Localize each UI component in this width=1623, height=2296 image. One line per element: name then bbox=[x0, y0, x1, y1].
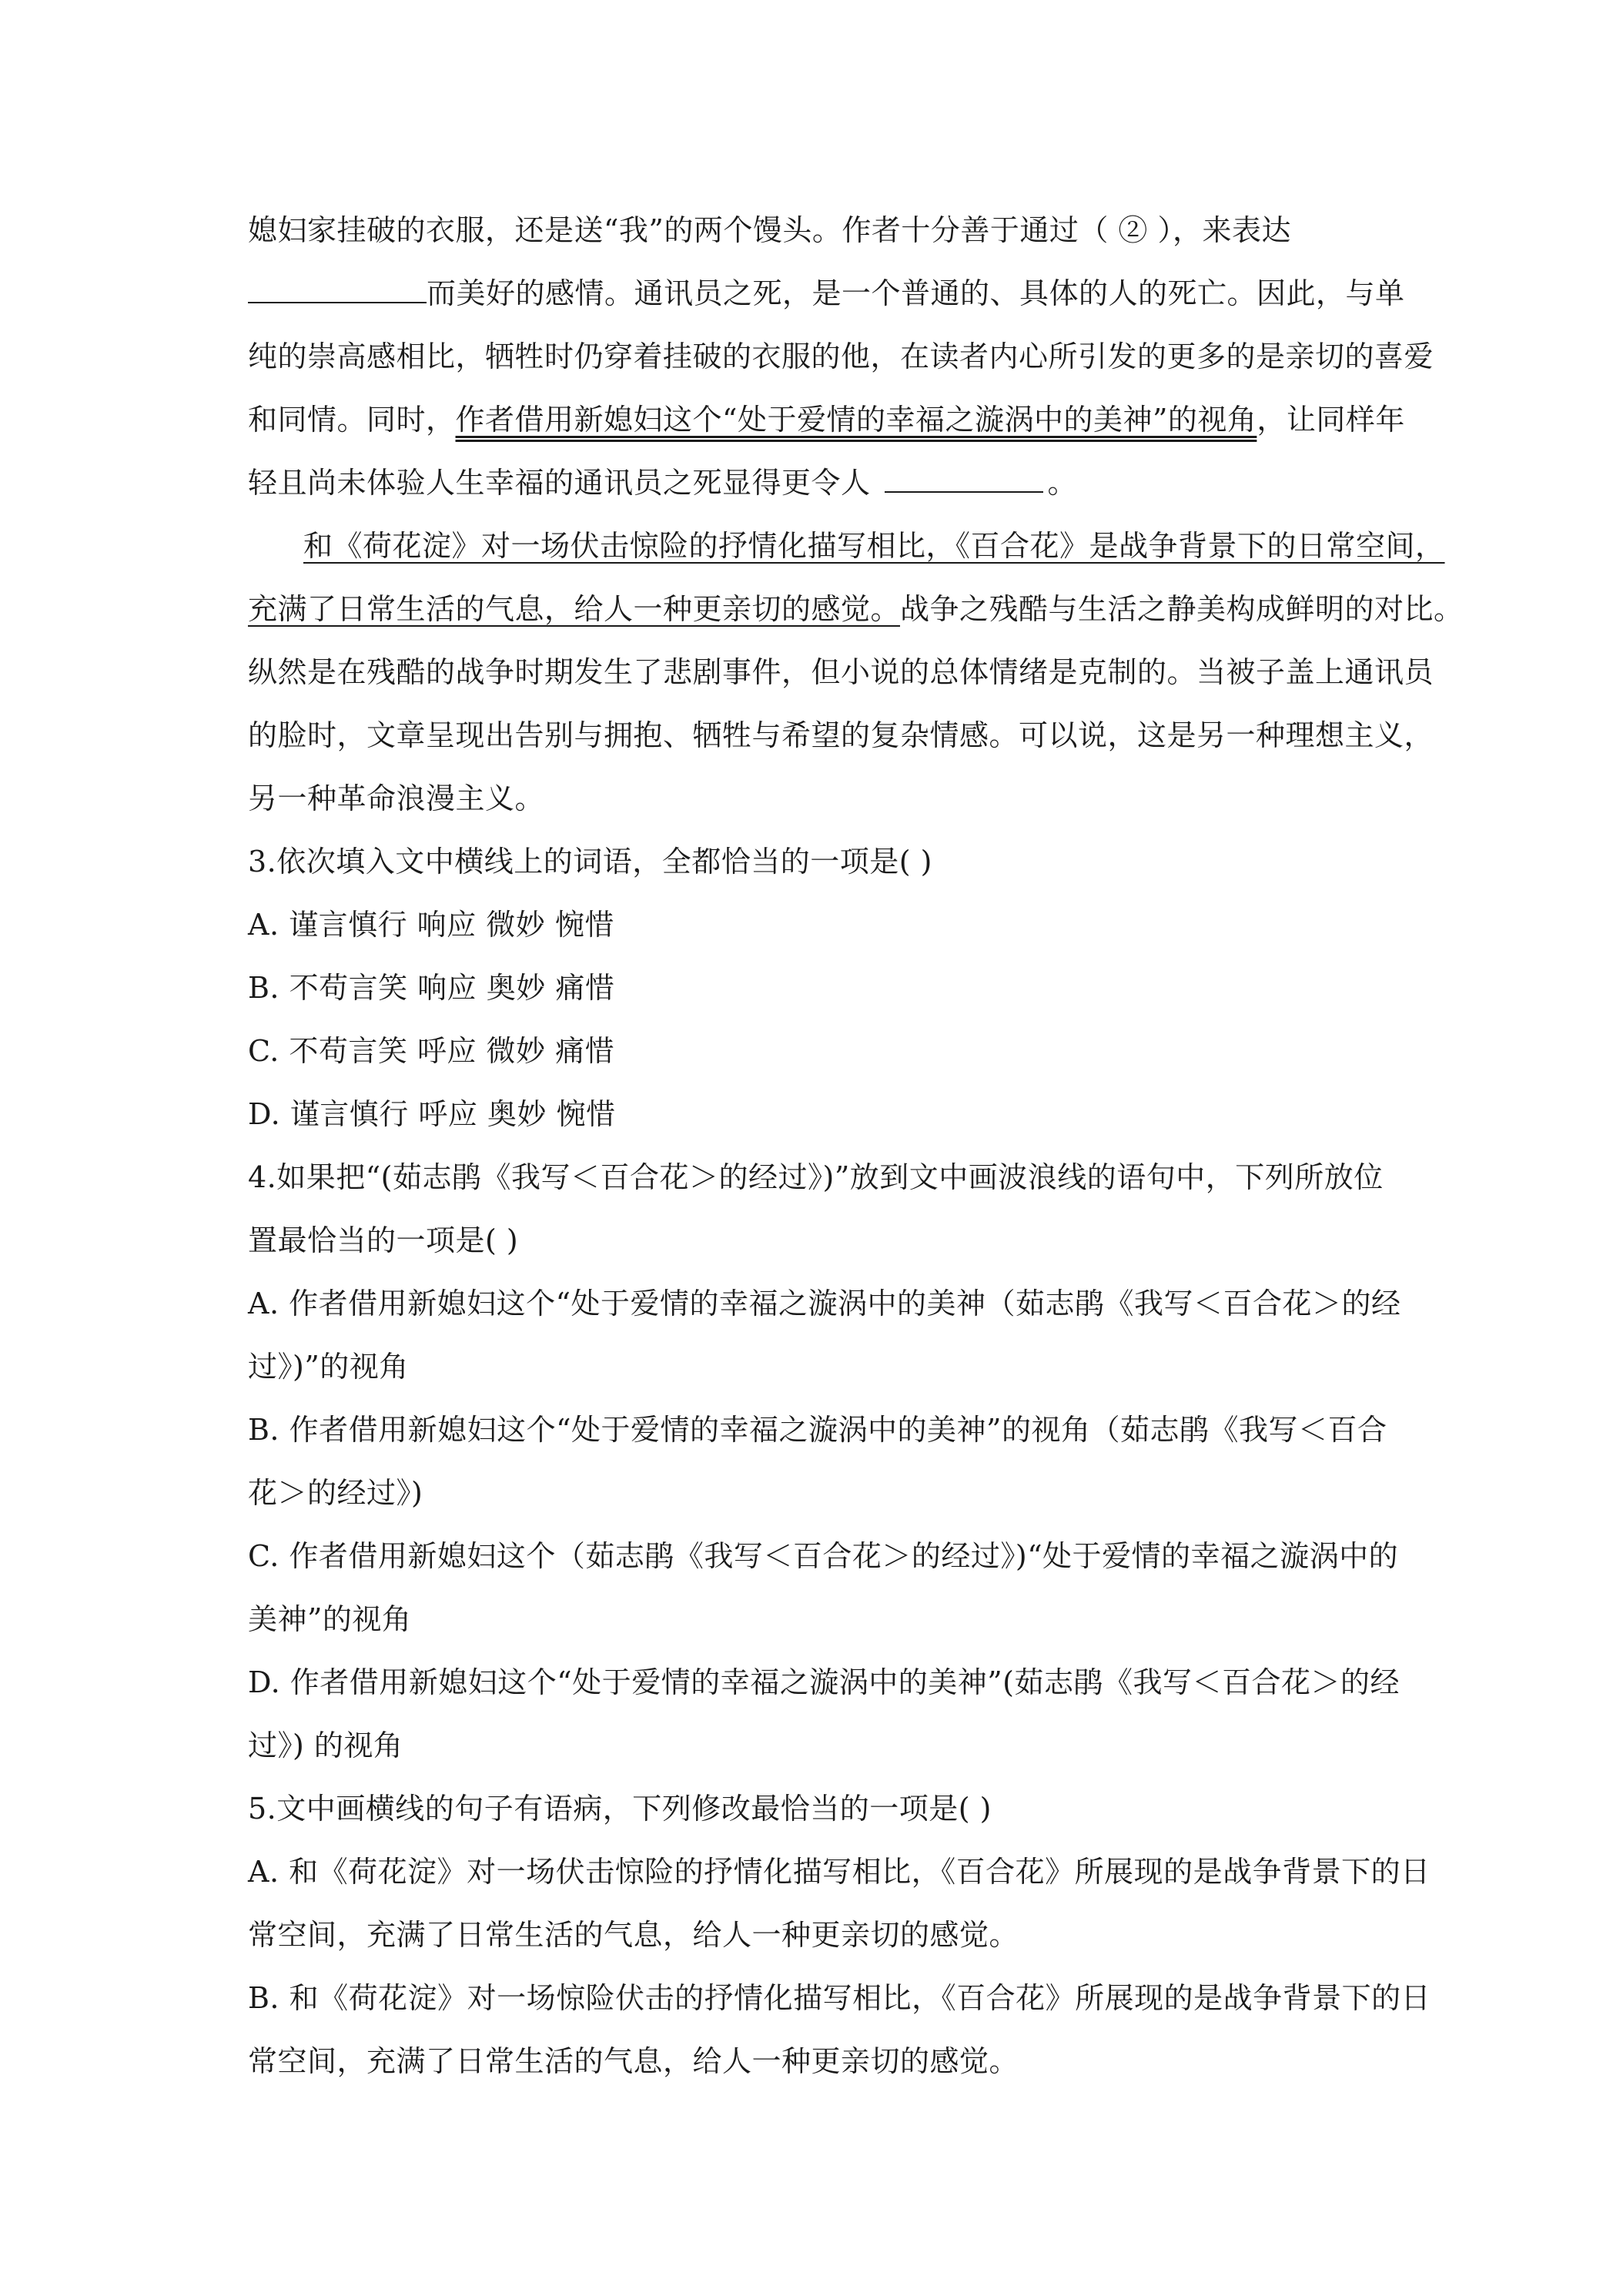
question-4-stem-line-2: 置最恰当的一项是( ) bbox=[248, 1223, 519, 1257]
question-5-option-b-line-2: 常空间，充满了日常生活的气息，给人一种更亲切的感觉。 bbox=[248, 2044, 1019, 2078]
question-4-option-c-line-2: 美神”的视角 bbox=[248, 1602, 412, 1636]
question-4-option-d-line-2: 过》) 的视角 bbox=[248, 1729, 403, 1762]
passage-p2-line-5: 另一种革命浪漫主义。 bbox=[248, 782, 545, 815]
question-4-option-b-line-2: 花＞的经过》) bbox=[248, 1476, 423, 1510]
fill-blank-2 bbox=[885, 468, 1043, 493]
passage-p2-line-3: 纵然是在残酷的战争时期发生了悲剧事件，但小说的总体情绪是克制的。当被子盖上通讯员 bbox=[248, 655, 1434, 689]
question-5-option-b-line-1: B. 和《荷花淀》对一场惊险伏击的抒情化描写相比，《百合花》所展现的是战争背景下的日 bbox=[248, 1981, 1431, 2015]
passage-line-5 bbox=[248, 462, 1077, 504]
passage-line-4-post: ，让同样年 bbox=[1257, 403, 1405, 437]
passage-line-4-pre: 和同情。同时， bbox=[248, 403, 456, 437]
question-3-option-c: C. 不苟言笑 呼应 微妙 痛惜 bbox=[248, 1034, 615, 1068]
underlined-sentence-part-1: 和《荷花淀》对一场伏击惊险的抒情化描写相比，《百合花》是战争背景下的日常空间， bbox=[303, 529, 1445, 563]
question-4-option-c-line-1: C. 作者借用新媳妇这个（茹志鹃《我写＜百合花＞的经过》)“处于爱情的幸福之漩涡中的 bbox=[248, 1539, 1399, 1573]
question-5-stem: 5.文中画横线的句子有语病，下列修改最恰当的一项是( ) bbox=[248, 1792, 992, 1826]
question-5-option-a-line-2: 常空间，充满了日常生活的气息，给人一种更亲切的感觉。 bbox=[248, 1918, 1019, 1952]
fill-blank-1 bbox=[248, 279, 427, 303]
passage-line-5-post: 。 bbox=[1047, 466, 1078, 500]
passage-line-5-pre: 轻且尚未体验人生幸福的通讯员之死显得更令人 bbox=[248, 466, 871, 500]
question-4-option-a-line-1: A. 作者借用新媳妇这个“处于爱情的幸福之漩涡中的美神（茹志鹃《我写＜百合花＞的经 bbox=[248, 1287, 1401, 1320]
question-4-option-d-line-1: D. 作者借用新媳妇这个“处于爱情的幸福之漩涡中的美神”(茹志鹃《我写＜百合花＞的经 bbox=[248, 1665, 1400, 1699]
passage-line-1: 媳妇家挂破的衣服，还是送“我”的两个馒头。作者十分善于通过（ ② ），来表达 bbox=[248, 213, 1292, 247]
question-4-option-b-line-1: B. 作者借用新媳妇这个“处于爱情的幸福之漩涡中的美神”的视角（茹志鹃《我写＜百合 bbox=[248, 1413, 1387, 1447]
passage-p2-line-2 bbox=[248, 588, 1464, 630]
passage-line-4 bbox=[248, 399, 1405, 440]
question-4-stem-line-1: 4.如果把“(茹志鹃《我写＜百合花＞的经过》)”放到文中画波浪线的语句中，下列所放位 bbox=[248, 1160, 1384, 1194]
question-5-option-a-line-1: A. 和《荷花淀》对一场伏击惊险的抒情化描写相比，《百合花》所展现的是战争背景下的日 bbox=[248, 1855, 1431, 1889]
question-4-option-a-line-2: 过》)”的视角 bbox=[248, 1350, 409, 1384]
question-3-option-b: B. 不苟言笑 响应 奥妙 痛惜 bbox=[248, 971, 615, 1005]
passage-line-2 bbox=[248, 273, 1405, 314]
wavy-underlined-sentence: 作者借用新媳妇这个“处于爱情的幸福之漩涡中的美神”的视角 bbox=[455, 403, 1257, 437]
question-3-option-a: A. 谨言慎行 响应 微妙 惋惜 bbox=[248, 908, 614, 942]
underlined-sentence-part-2: 充满了日常生活的气息，给人一种更亲切的感觉。 bbox=[248, 592, 901, 626]
passage-line-3: 纯的崇高感相比，牺牲时仍穿着挂破的衣服的他，在读者内心所引发的更多的是亲切的喜爱 bbox=[248, 340, 1434, 373]
passage-p2-line-2-post: 战争之残酷与生活之静美构成鲜明的对比。 bbox=[900, 592, 1464, 626]
passage-line-2-text: 而美好的感情。通讯员之死，是一个普通的、具体的人的死亡。因此，与单 bbox=[427, 276, 1405, 310]
question-3-option-d: D. 谨言慎行 呼应 奥妙 惋惜 bbox=[248, 1097, 616, 1131]
passage-p2-line-4: 的脸时，文章呈现出告别与拥抱、牺牲与希望的复杂情感。可以说，这是另一种理想主义， bbox=[248, 718, 1434, 752]
question-3-stem: 3.依次填入文中横线上的词语，全都恰当的一项是( ) bbox=[248, 845, 932, 879]
